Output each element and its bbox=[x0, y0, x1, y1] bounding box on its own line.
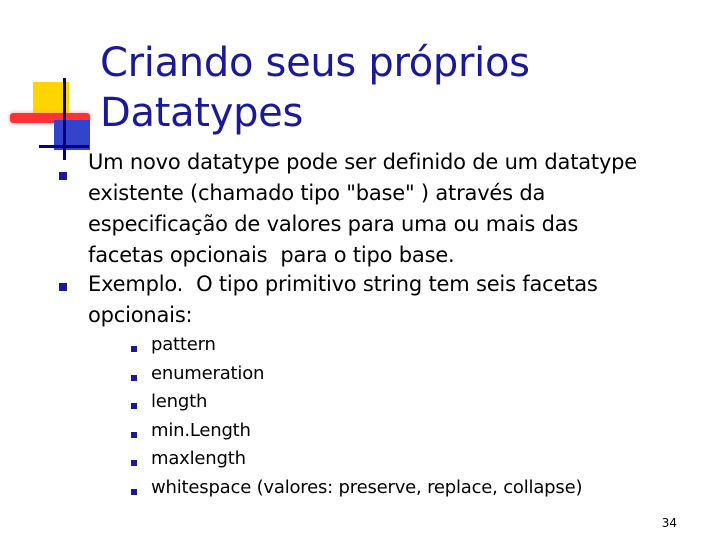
bullet-2-line: Exemplo. O tipo primitivo string tem seis facetas bbox=[88, 272, 598, 296]
sub-bullet-marker-icon bbox=[131, 403, 137, 409]
sub-item-maxlength: maxlength bbox=[151, 448, 246, 469]
bullet-2-line: opcionais: bbox=[88, 303, 193, 327]
bullet-1-line: facetas opcionais para o tipo base. bbox=[88, 243, 455, 267]
bullet-2 bbox=[88, 269, 688, 331]
sub-bullet-marker-icon bbox=[131, 346, 137, 352]
bullet-marker-icon bbox=[59, 172, 67, 180]
sub-item-length: length bbox=[151, 391, 208, 412]
bullet-1-line: existente (chamado tipo "base" ) através da bbox=[88, 181, 546, 205]
bullet-1-line: especificação de valores para uma ou mais das bbox=[88, 212, 579, 236]
sub-bullet-marker-icon bbox=[131, 460, 137, 466]
sub-item-pattern: pattern bbox=[151, 334, 216, 355]
slide-title: Criando seus próprios Datatypes bbox=[100, 40, 530, 136]
sub-bullet-marker-icon bbox=[131, 432, 137, 438]
sub-bullet-marker-icon bbox=[131, 489, 137, 495]
page-number: 34 bbox=[661, 516, 677, 530]
bullet-1-line: Um novo datatype pode ser definido de um datatype bbox=[88, 150, 638, 174]
sub-bullet-marker-icon bbox=[131, 375, 137, 381]
bullet-marker-icon bbox=[59, 283, 67, 291]
sub-item-min-length: min.Length bbox=[151, 420, 251, 441]
sub-item-enumeration: enumeration bbox=[151, 363, 265, 384]
sub-item-whitespace: whitespace (valores: preserve, replace, collapse) bbox=[151, 477, 583, 498]
bullet-1 bbox=[88, 147, 688, 271]
